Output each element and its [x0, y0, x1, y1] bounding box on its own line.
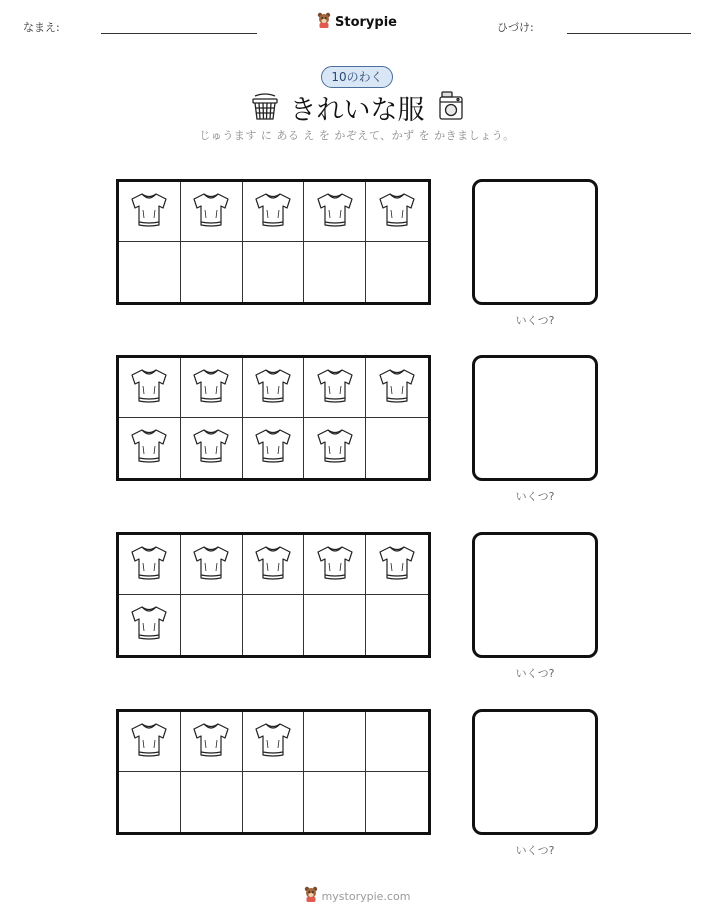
- tshirt-icon: [376, 366, 418, 410]
- ten-frame-cell: [119, 772, 181, 832]
- ten-frame-cell: [366, 358, 428, 418]
- answer-prompt: いくつ?: [515, 490, 555, 503]
- ten-frame: [116, 709, 431, 835]
- tshirt-icon: [314, 426, 356, 470]
- ten-frame-cell: [243, 242, 305, 302]
- ten-frame-cell: [366, 418, 428, 478]
- ten-frame-cell: [181, 535, 243, 595]
- ten-frame-cell: [181, 418, 243, 478]
- ten-frame-cell: [119, 535, 181, 595]
- ten-frame-cell: [366, 712, 428, 772]
- tshirt-icon: [190, 543, 232, 587]
- ten-frame: [116, 532, 431, 658]
- date-line[interactable]: [567, 33, 691, 34]
- ten-frame-cell: [119, 712, 181, 772]
- ten-frame-cell: [181, 242, 243, 302]
- ten-frame-cell: [304, 595, 366, 655]
- ten-frame: [116, 179, 431, 305]
- ten-frame-cell: [366, 595, 428, 655]
- ten-frame: [116, 355, 431, 481]
- answer-box[interactable]: [472, 355, 598, 481]
- name-line[interactable]: [101, 33, 257, 34]
- tshirt-icon: [128, 603, 170, 647]
- tshirt-icon: [190, 720, 232, 764]
- tshirt-icon: [314, 190, 356, 234]
- tshirt-icon: [376, 543, 418, 587]
- ten-frame-cell: [181, 358, 243, 418]
- ten-frame-cell: [304, 418, 366, 478]
- ten-frame-cell: [181, 772, 243, 832]
- ten-frame-cell: [243, 182, 305, 242]
- tshirt-icon: [252, 426, 294, 470]
- page-title: きれいな服: [289, 95, 425, 126]
- ten-frame-cell: [119, 595, 181, 655]
- answer-prompt: いくつ?: [515, 667, 555, 680]
- answer-box[interactable]: [472, 709, 598, 835]
- bear-mascot-icon: [317, 12, 331, 32]
- footer: [0, 886, 714, 906]
- ten-frame-cell: [366, 772, 428, 832]
- bear-mascot-icon: [304, 886, 318, 906]
- date-label: ひづけ:: [497, 21, 534, 34]
- ten-frame-cell: [243, 595, 305, 655]
- ten-frame-cell: [181, 595, 243, 655]
- ten-frame-cell: [243, 418, 305, 478]
- ten-frame-cell: [366, 182, 428, 242]
- tshirt-icon: [128, 190, 170, 234]
- ten-frame-cell: [181, 182, 243, 242]
- ten-frame-cell: [304, 182, 366, 242]
- ten-frame-badge: 10のわく: [321, 66, 393, 88]
- instruction-text: じゅうます に ある え を かぞえて、かず を かきましょう。: [199, 129, 515, 142]
- washing-machine-icon: [437, 91, 465, 125]
- ten-frame-cell: [366, 535, 428, 595]
- answer-box[interactable]: [472, 179, 598, 305]
- tshirt-icon: [128, 720, 170, 764]
- answer-prompt: いくつ?: [515, 844, 555, 857]
- ten-frame-cell: [304, 242, 366, 302]
- tshirt-icon: [252, 720, 294, 764]
- ten-frame-cell: [304, 712, 366, 772]
- ten-frame-cell: [243, 712, 305, 772]
- tshirt-icon: [190, 190, 232, 234]
- ten-frame-cell: [243, 535, 305, 595]
- tshirt-icon: [190, 426, 232, 470]
- tshirt-icon: [252, 543, 294, 587]
- footer-site[interactable]: mystorypie.com: [321, 889, 411, 903]
- answer-box[interactable]: [472, 532, 598, 658]
- ten-frame-cell: [119, 418, 181, 478]
- tshirt-icon: [190, 366, 232, 410]
- ten-frame-cell: [304, 358, 366, 418]
- ten-frame-cell: [243, 358, 305, 418]
- brand-logo: [0, 12, 714, 32]
- tshirt-icon: [314, 543, 356, 587]
- ten-frame-cell: [119, 358, 181, 418]
- tshirt-icon: [314, 366, 356, 410]
- tshirt-icon: [252, 366, 294, 410]
- ten-frame-cell: [243, 772, 305, 832]
- tshirt-icon: [376, 190, 418, 234]
- ten-frame-cell: [304, 772, 366, 832]
- tshirt-icon: [128, 543, 170, 587]
- answer-prompt: いくつ?: [515, 314, 555, 327]
- tshirt-icon: [128, 366, 170, 410]
- ten-frame-cell: [181, 712, 243, 772]
- tshirt-icon: [252, 190, 294, 234]
- ten-frame-cell: [119, 242, 181, 302]
- ten-frame-cell: [304, 535, 366, 595]
- ten-frame-cell: [119, 182, 181, 242]
- tshirt-icon: [128, 426, 170, 470]
- brand-name: Storypie: [335, 14, 397, 30]
- ten-frame-cell: [366, 242, 428, 302]
- name-label: なまえ:: [23, 21, 60, 34]
